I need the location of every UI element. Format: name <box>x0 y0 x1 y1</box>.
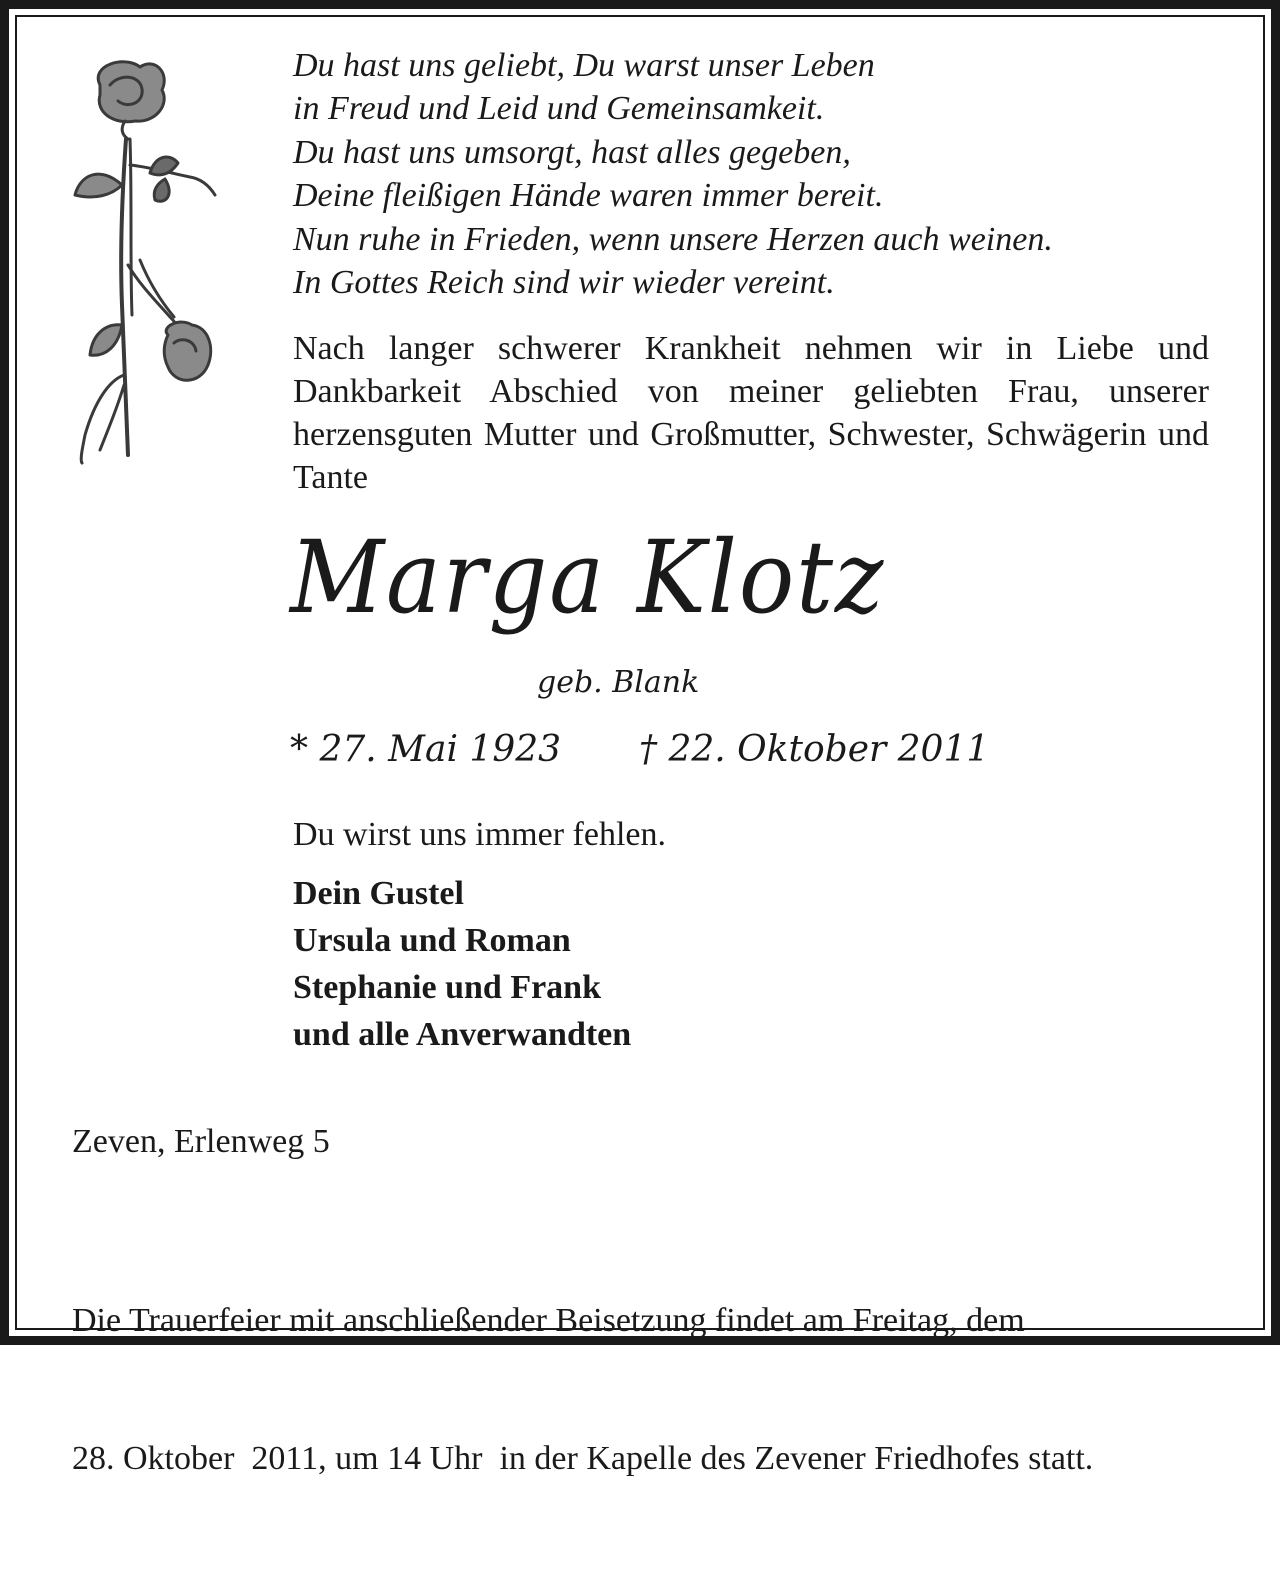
funeral-line: 28. Oktober 2011, um 14 Uhr in der Kapelle des Zevener Friedhofes statt. <box>72 1440 1094 1477</box>
funeral-info <box>72 1206 1093 1574</box>
rose-icon <box>70 55 220 465</box>
signer: Ursula und Roman <box>293 922 571 959</box>
funeral-line: Die Trauerfeier mit anschließender Beisetzung findet am Freitag, dem <box>72 1302 1025 1339</box>
life-dates <box>290 726 989 774</box>
poem-line: Deine fleißigen Hände waren immer bereit. <box>293 177 884 215</box>
signer: und alle Anverwandten <box>293 1016 632 1053</box>
poem-line: Du hast uns geliebt, Du warst unser Leben <box>293 47 875 84</box>
birth-date: * 27. Mai 1923 <box>290 729 562 770</box>
announcement-text: Nach langer schwerer Krankheit nehmen wir in Liebe und Dankbarkeit Abschied von meiner geliebten Frau, unserer herzensguten Mutter und Großmutter, Schwester, Schwägerin und Tante <box>293 330 1209 496</box>
poem-line: Du hast uns umsorgt, hast alles gegeben, <box>293 133 851 171</box>
closing-line: Du wirst uns immer fehlen. <box>293 816 666 853</box>
poem-line: Nun ruhe in Frieden, wenn unsere Herzen auch weinen. <box>293 220 1053 258</box>
poem-line: In Gottes Reich sind wir wieder vereint. <box>293 264 835 302</box>
signer: Stephanie und Frank <box>293 969 601 1006</box>
poem <box>293 44 1053 304</box>
death-date: † 22. Oktober 2011 <box>639 729 990 770</box>
maiden-name: geb. Blank <box>537 665 700 700</box>
deceased-name: Marga Klotz <box>290 519 886 636</box>
signers-list <box>293 870 631 1058</box>
address: Zeven, Erlenweg 5 <box>72 1123 330 1160</box>
poem-line: in Freud und Leid und Gemeinsamkeit. <box>293 90 825 128</box>
signer: Dein Gustel <box>293 875 464 912</box>
